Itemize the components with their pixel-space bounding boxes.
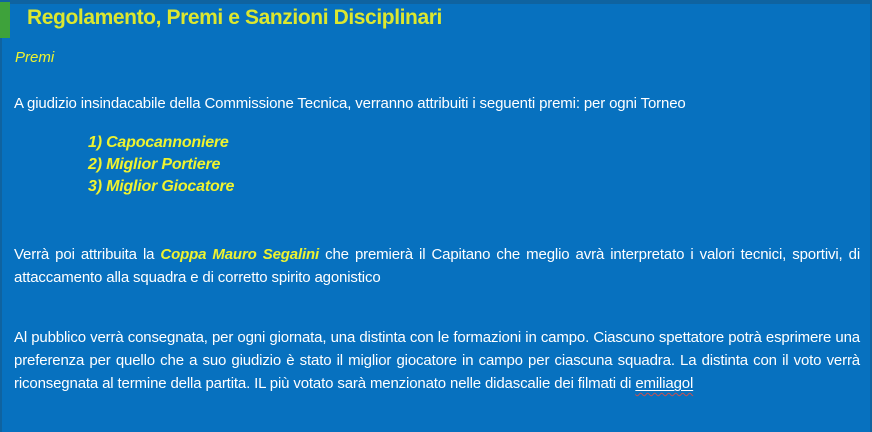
audience-paragraph-text: Al pubblico verrà consegnata, per ogni giornata, una distinta con le formazioni in campo. Ciascuno spettatore potrà esprimere una preferenza per quello che a suo giudizio è stato il miglior giocatore in campo per ciascuna squadra. La distinta con il voto verrà riconsegnata al termine della partita. IL più votato sarà menzionato nelle didascalie dei filmati di — [14, 329, 860, 392]
intro-paragraph: A giudizio insindacabile della Commissione Tecnica, verranno attribuiti i seguenti premi: per ogni Torneo — [14, 95, 686, 112]
green-accent-bar — [0, 2, 10, 38]
audience-paragraph — [14, 326, 860, 395]
prize-list-item: 2) Miglior Portiere — [88, 156, 221, 173]
slide-title: Regolamento, Premi e Sanzioni Disciplinari — [27, 6, 442, 29]
coppa-highlight: Coppa Mauro Segalini — [160, 246, 320, 263]
coppa-paragraph-before: Verrà poi attribuita la — [14, 246, 161, 263]
section-subtitle-premi: Premi — [15, 49, 55, 66]
prize-list-item: 3) Miglior Giocatore — [88, 178, 235, 195]
emiliagol-underline-inner: emiliagol — [635, 375, 694, 392]
coppa-paragraph — [14, 243, 860, 289]
emiliagol-underlined-word — [635, 375, 693, 392]
prize-list — [88, 132, 234, 198]
prize-list-item: 1) Capocannoniere — [88, 134, 229, 151]
coppa-paragraph-after: che premierà il Capitano che meglio avrà interpretato i valori tecnici, sportivi, di attaccamento alla squadra e di corretto spirito agonistico — [14, 246, 861, 286]
